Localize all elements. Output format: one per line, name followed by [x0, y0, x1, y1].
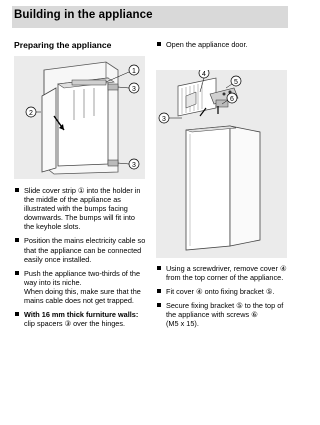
item-text: Using a screwdriver, remove cover ④ from the top corner of the appliance.	[166, 264, 287, 283]
instructions-left	[14, 186, 146, 333]
bullet-icon	[157, 303, 161, 307]
callout-label: 2	[29, 110, 33, 117]
item-text: Secure fixing bracket ⑤ to the top of the appliance with screws ⑥ (M5 x 15).	[166, 301, 284, 329]
list-item	[156, 287, 288, 296]
bullet-icon	[15, 238, 19, 242]
list-item	[14, 310, 146, 328]
callout-label: 3	[132, 162, 136, 169]
callout-label: 4	[202, 71, 206, 78]
bullet-icon	[157, 42, 161, 46]
callout-label: 5	[234, 79, 238, 86]
callout-label: 6	[230, 96, 234, 103]
item-text: clip spacers ③ over the hinges.	[24, 319, 126, 329]
item-text: Push the appliance two-thirds of the way into its niche. When doing this, make sure that the mains cable does not get trapped.	[24, 268, 141, 306]
installation-illustration-right	[156, 70, 287, 258]
list-item	[14, 236, 146, 263]
item-text: Fit cover ④ onto fixing bracket ⑤.	[166, 287, 275, 297]
appliance-drawing-left	[14, 56, 145, 179]
instructions-right	[156, 264, 288, 334]
item-text: Slide cover strip ① into the holder in the middle of the appliance as illustrated with the bumps facing downwards. The bumps will fit into the keyhole slots.	[24, 186, 141, 232]
section-title: Preparing the appliance	[14, 40, 112, 50]
callout-label: 3	[162, 116, 166, 123]
bullet-icon	[15, 271, 19, 275]
appliance-drawing-right	[156, 70, 287, 258]
installation-illustration-left	[14, 56, 145, 179]
bullet-icon	[157, 266, 161, 270]
item-text: Open the appliance door.	[166, 40, 248, 49]
bullet-icon	[15, 188, 19, 192]
item-text: Position the mains electricity cable so that the appliance can be connected easily once installed.	[24, 236, 146, 264]
bullet-icon	[157, 289, 161, 293]
list-item	[156, 264, 288, 282]
callout-label: 3	[132, 86, 136, 93]
item-heading: With 16 mm thick furniture walls:	[24, 310, 139, 320]
list-item	[14, 269, 146, 305]
instructions-right-top	[156, 40, 288, 54]
bullet-icon	[15, 312, 19, 316]
list-item	[14, 186, 146, 231]
list-item	[156, 40, 288, 49]
list-item	[156, 301, 288, 328]
callout-label: 1	[132, 68, 136, 75]
page-title: Building in the appliance	[14, 9, 153, 21]
